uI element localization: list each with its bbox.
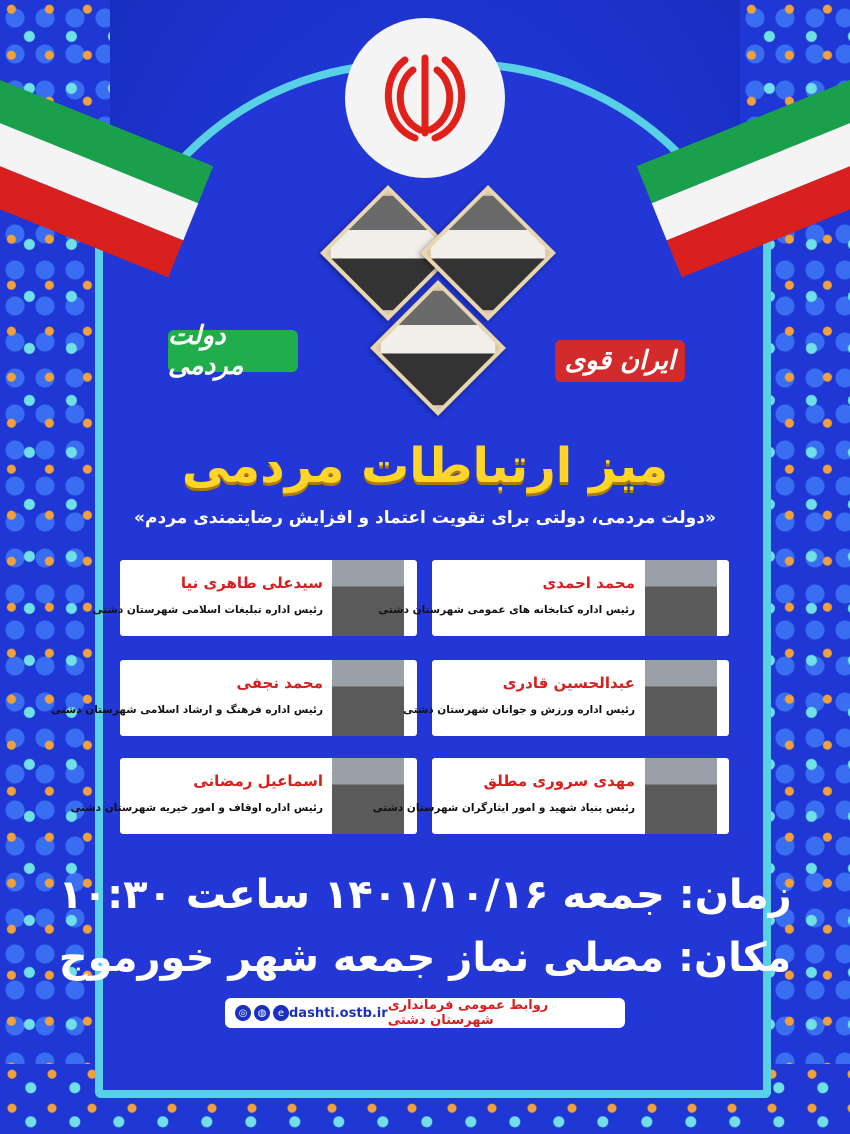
official-name: مهدی سروری مطلق <box>483 772 635 790</box>
official-photo <box>332 758 404 834</box>
event-time: زمان: جمعه ۱۴۰۱/۱۰/۱۶ ساعت ۱۰:۳۰ <box>58 872 792 918</box>
official-card <box>372 758 729 834</box>
footer-text: روابط عمومی فرمانداری شهرستان دشتی <box>387 998 549 1028</box>
badge-iran-ghavi: ایران قوی <box>555 340 685 382</box>
footer-bar <box>225 998 625 1028</box>
official-name: محمد نجفی <box>236 674 323 692</box>
official-card <box>70 758 417 834</box>
poster-title: میز ارتباطات مردمی <box>181 438 669 494</box>
official-role: رئیس بنیاد شهید و امور ایثارگران شهرستان دشتی <box>372 802 635 814</box>
official-card <box>92 560 417 636</box>
official-photo <box>332 660 404 736</box>
social-icons <box>235 1005 289 1021</box>
poster-subtitle: «دولت مردمی، دولتی برای تقویت اعتماد و افزایش رضایتمندی مردم» <box>134 508 716 528</box>
official-name: اسماعیل رمضانی <box>193 772 323 790</box>
globe-icon[interactable]: ◍ <box>254 1005 270 1021</box>
footer-website-link[interactable]: dashti.ostb.ir <box>289 1005 388 1021</box>
official-photo <box>645 758 717 834</box>
iran-emblem-icon <box>345 18 505 178</box>
official-photo <box>645 560 717 636</box>
official-photo <box>332 560 404 636</box>
official-card <box>50 660 417 736</box>
official-name: عبدالحسین قادری <box>502 674 635 692</box>
official-card <box>402 660 729 736</box>
official-role: رئیس اداره ورزش و جوانان شهرستان دشتی <box>402 704 635 716</box>
badge-dolat-mardomi: دولت مردمی <box>168 330 298 372</box>
official-role: رئیس اداره فرهنگ و ارشاد اسلامی شهرستان دشتی <box>50 704 323 716</box>
event-location: مکان: مصلی نماز جمعه شهر خورموج <box>58 935 792 981</box>
official-name: سیدعلی طاهری نیا <box>180 574 323 592</box>
official-name: محمد احمدی <box>542 574 635 592</box>
official-role: رئیس اداره کتابخانه های عمومی شهرستان دشتی <box>378 604 635 616</box>
eitaa-icon[interactable]: e <box>273 1005 289 1021</box>
official-role: رئیس اداره اوقاف و امور خیریه شهرستان دشتی <box>70 802 323 814</box>
official-role: رئیس اداره تبلیغات اسلامی شهرستان دشتی <box>92 604 323 616</box>
official-photo <box>645 660 717 736</box>
instagram-icon[interactable]: ◎ <box>235 1005 251 1021</box>
official-card <box>378 560 729 636</box>
